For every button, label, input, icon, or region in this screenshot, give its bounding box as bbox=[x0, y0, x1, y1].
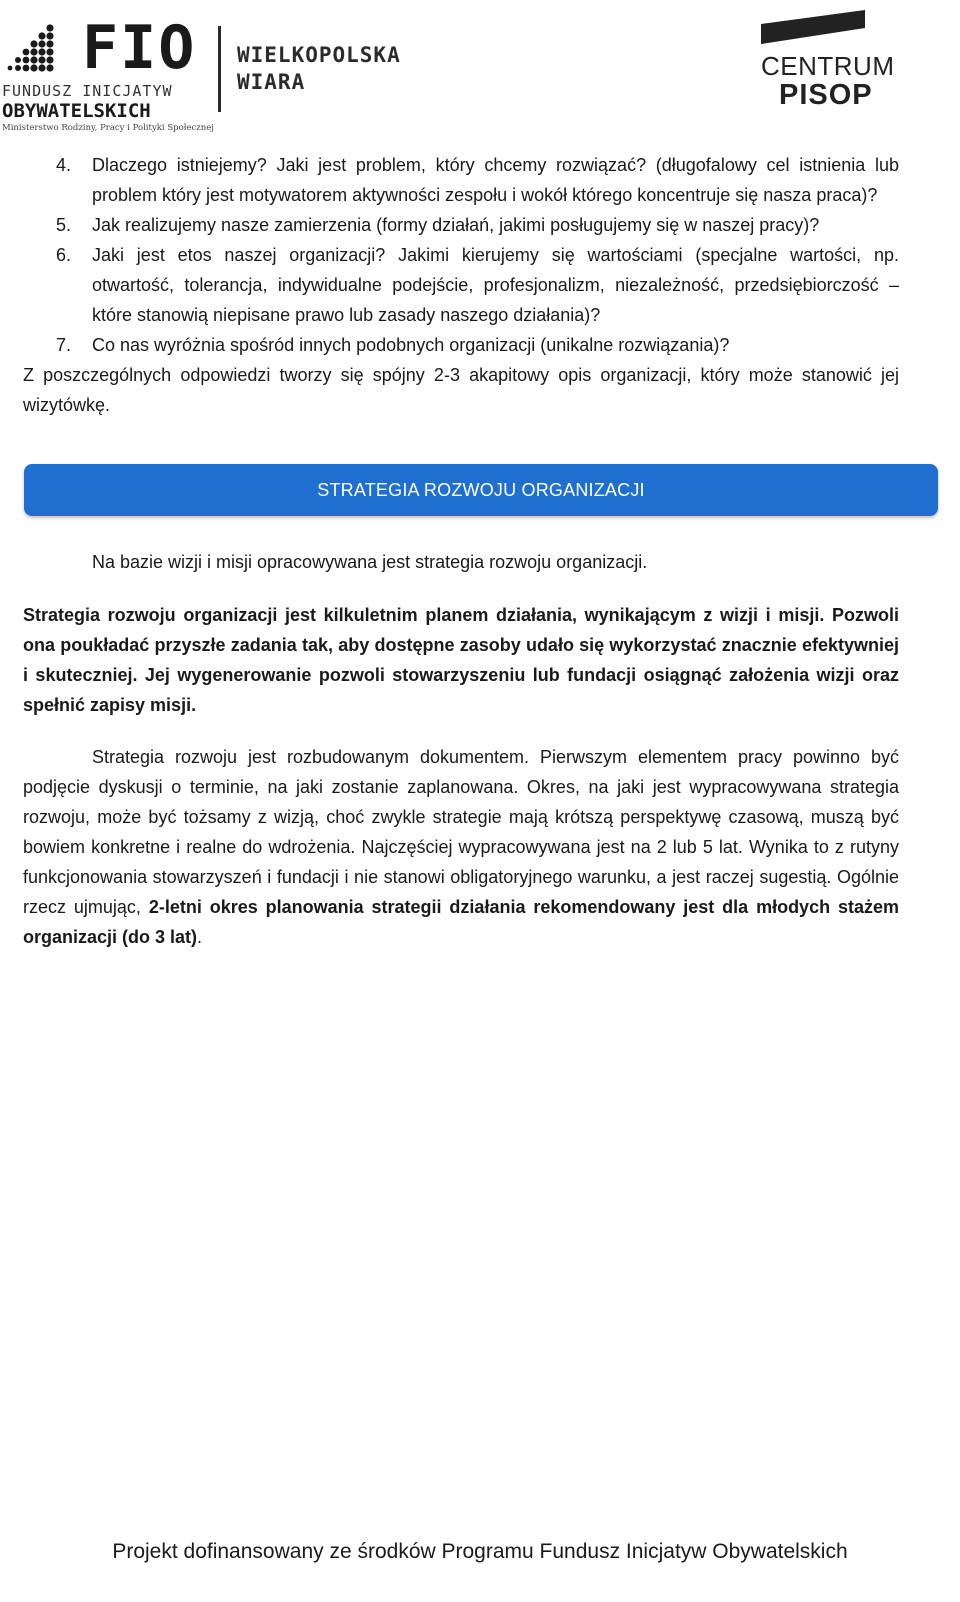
bold-paragraph bbox=[23, 600, 899, 720]
list-item-text: Jak realizujemy nasze zamierzenia (formy działań, jakimi posługujemy się w naszej pracy)? bbox=[92, 215, 820, 235]
list-item-text: Co nas wyróżnia spośród innych podobnych organizacji (unikalne rozwiązania)? bbox=[92, 335, 730, 355]
list-item bbox=[23, 240, 899, 330]
summary-paragraph: Z poszczególnych odpowiedzi tworzy się spójny 2-3 akapitowy opis organizacji, który może stanowić jej wizytówkę. bbox=[23, 365, 899, 415]
list-item bbox=[23, 210, 899, 240]
list-item bbox=[23, 330, 899, 360]
fio-line2: OBYWATELSKICH bbox=[2, 100, 151, 122]
fio-mark: FIO bbox=[82, 13, 197, 83]
last-paragraph-bold: 2-letni okres planowania strategii działania rekomendowany jest dla młodych stażem organizacji (do 3 lat) bbox=[23, 897, 899, 947]
questions-section bbox=[23, 150, 899, 420]
fio-dots-icon bbox=[4, 24, 58, 78]
fio-logo bbox=[0, 10, 215, 135]
questions-list bbox=[23, 150, 899, 360]
wielkopolska-line1: WIELKOPOLSKA bbox=[237, 43, 401, 67]
list-item bbox=[23, 150, 899, 210]
last-paragraph bbox=[23, 742, 899, 952]
header-divider bbox=[218, 26, 221, 112]
page-footer: Projekt dofinansowany ze środków Programu Fundusz Inicjatyw Obywatelskich bbox=[112, 1540, 848, 1563]
centrum-line1: CENTRUM bbox=[761, 51, 895, 81]
centrum-bar-icon bbox=[761, 10, 871, 44]
fio-line1: FUNDUSZ INICJATYW bbox=[2, 82, 173, 100]
last-paragraph-end: . bbox=[197, 927, 203, 947]
wielkopolska-line2: WIARA bbox=[237, 70, 306, 94]
list-item-number: 4. bbox=[56, 155, 72, 175]
section-banner-title: STRATEGIA ROZWOJU ORGANIZACJI bbox=[317, 479, 645, 500]
page-header bbox=[0, 0, 960, 140]
fio-ministry: Ministerstwo Rodziny, Pracy i Polityki Społecznej bbox=[2, 123, 214, 133]
centrum-pisop-logo bbox=[755, 10, 935, 120]
list-item-number: 7. bbox=[56, 335, 72, 355]
centrum-line2: PISOP bbox=[779, 79, 873, 111]
list-item-text: Jaki jest etos naszej organizacji? Jakimi kierujemy się wartościami (specjalne wartości, np. otwartość, tolerancja, indywidualne podejście, profesjonalizm, niezależność, przedsiębiorczość – które stanowią niepisane prawo lub zasady naszego działania)? bbox=[92, 245, 899, 325]
list-item-number: 5. bbox=[56, 215, 72, 235]
list-item-text: Dlaczego istniejemy? Jaki jest problem, który chcemy rozwiązać? (długofalowy cel istnienia lub problem który jest motywatorem aktywności zespołu i wokół którego koncentruje się nasza praca)? bbox=[92, 155, 899, 205]
last-paragraph-text: Strategia rozwoju jest rozbudowanym dokumentem. Pierwszym elementem pracy powinno być podjęcie dyskusji o terminie, na jaki zostanie zaplanowana. Okres, na jaki jest wypracowywana strategia rozwoju, może być tożsamy z wizją, choć zwykle strategie mają krótszą perspektywę czasową, muszą być bowiem konkretne i realne do wdrożenia. Najczęściej wypracowywana jest na 2 lub 5 lat. Wynika to z rutyny funkcjonowania stowarzyszeń i fundacji i nie stanowi obligatoryjnego warunku, a jest raczej sugestią. Ogólnie rzecz ujmując, bbox=[23, 747, 899, 917]
bold-paragraph-text: Strategia rozwoju organizacji jest kilkuletnim planem działania, wynikającym z wizji i misji. Pozwoli ona poukładać przyszłe zadania tak, aby dostępne zasoby udało się wykorzystać znacznie efektywniej i skuteczniej. Jej wygenerowanie pozwoli stowarzyszeniu lub fundacji osiągnąć założenia wizji oraz spełnić zapisy misji. bbox=[23, 605, 899, 715]
intro-paragraph: Na bazie wizji i misji opracowywana jest strategia rozwoju organizacji. bbox=[92, 552, 648, 572]
list-item-number: 6. bbox=[56, 245, 72, 265]
wielkopolska-wiara-logo bbox=[237, 42, 401, 96]
section-banner bbox=[24, 464, 938, 516]
